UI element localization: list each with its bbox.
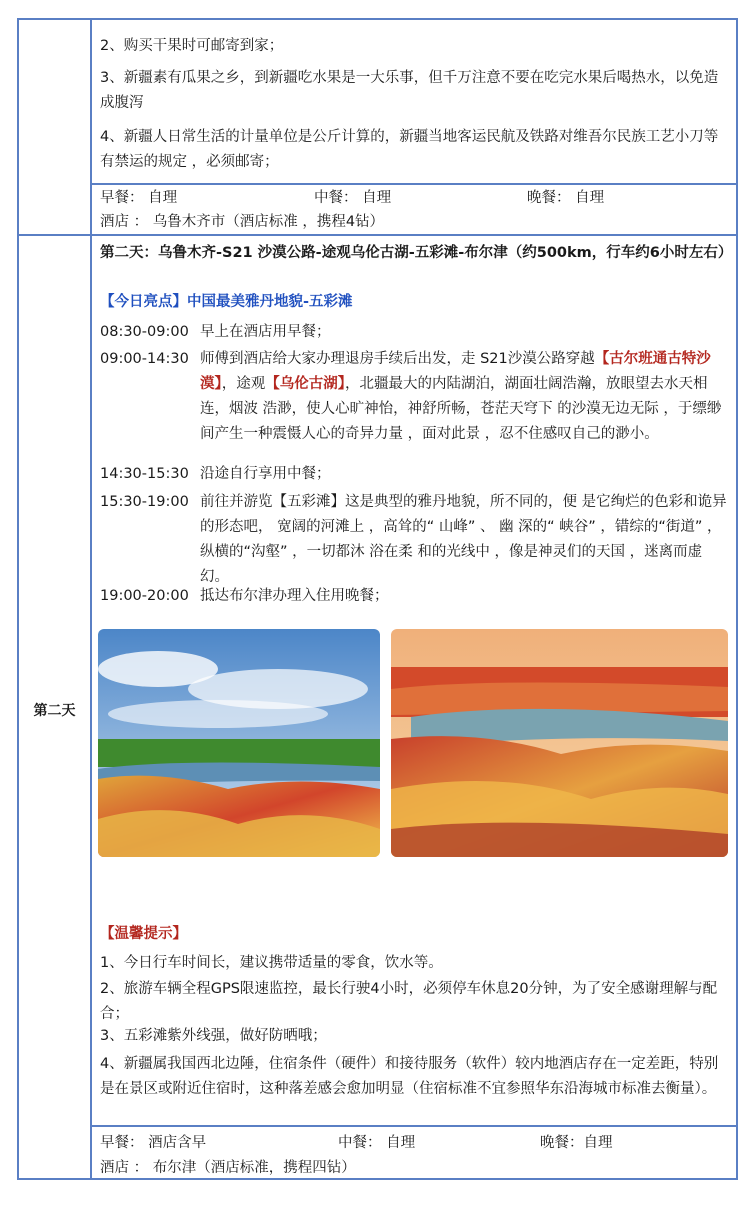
breakfast-info: 早餐： 自理 (100, 190, 178, 206)
lunch-info: 中餐： 自理 (314, 190, 392, 206)
schedule-desc: 抵达布尔津办理入住用晚餐； (200, 588, 389, 604)
day-label: 第二天 (33, 703, 76, 719)
tip-item: 3、新疆素有瓜果之乡，到新疆吃水果是一大乐事，但千万注意不要在吃完水果后喝热水，以免造成腹泻 (100, 70, 719, 111)
tips-title: 【温馨提示】 (100, 926, 187, 942)
meals-divider (90, 183, 738, 185)
highlight-text: 中国最美雅丹地貌-五彩滩 (187, 294, 353, 310)
tip-item: 3、五彩滩紫外线强，做好防晒哦； (100, 1028, 327, 1044)
schedule-time: 15:30-19:00 (100, 494, 189, 510)
dinner-info: 晚餐：自理 (540, 1135, 613, 1151)
schedule-desc: 师傅到酒店给大家办理退房手续后出发，走 S21沙漠公路穿越【古尔班通古特沙漠】，途观【乌伦古湖】，北疆最大的内陆湖泊，湖面壮阔浩瀚，放眼望去水天相连，烟波 浩渺，使人心旷神怡，神舒所畅，苍茫天穹下 的沙漠无边无际 ，于缥缈 间产生一种震慑人心的奇异力量 ，面对此景 ，忍不住感叹自己的渺小。 (200, 351, 722, 442)
day-divider (17, 234, 738, 236)
schedule-desc: 早上在酒店用早餐； (200, 324, 331, 340)
day-title: 第二天：乌鲁木齐-S21 沙漠公路-途观乌伦古湖-五彩滩-布尔津（约500km，行车约6小时左右） (100, 245, 733, 261)
breakfast-info: 早餐： 酒店含早 (100, 1135, 207, 1151)
column-divider (90, 18, 92, 1180)
lunch-info: 中餐： 自理 (338, 1135, 416, 1151)
dinner-info: 晚餐： 自理 (527, 190, 605, 206)
colorful-beach-photo (391, 629, 728, 857)
tip-item: 4、新疆人日常生活的计量单位是公斤计算的，新疆当地客运民航及铁路对维吾尔民族工艺小刀等有禁运的规定 ，必须邮寄； (100, 129, 719, 170)
tip-item: 4、新疆属我国西北边陲，住宿条件（硬件）和接待服务（软件）较内地酒店存在一定差距，特别是在景区或附近住宿时，这种落差感会愈加明显（住宿标准不宜参照华东沿海城市标准去衡量）。 (100, 1056, 719, 1097)
hotel-info: 酒店 ： 布尔津（酒店标准，携程四钻） (100, 1160, 356, 1176)
tip-item: 2、旅游车辆全程GPS限速监控，最长行驶4小时，必须停车休息20分钟，为了安全感谢理解与配合； (100, 981, 718, 1022)
schedule-time: 09:00-14:30 (100, 351, 189, 367)
schedule-time: 08:30-09:00 (100, 324, 189, 340)
lake-name: 【乌伦古湖】 (265, 376, 345, 392)
tip-item: 2、购买干果时可邮寄到家； (100, 38, 284, 54)
desert-name: 【古尔班通古特沙漠】 (200, 351, 711, 392)
schedule-time: 14:30-15:30 (100, 466, 189, 482)
schedule-time: 19:00-20:00 (100, 588, 189, 604)
meals-divider (90, 1125, 738, 1127)
highlight-line (100, 290, 730, 315)
colorful-beach-photo (98, 629, 380, 857)
hotel-info: 酒店 ： 乌鲁木齐市（酒店标准 ，携程4钻） (100, 214, 385, 230)
highlight-tag: 【今日亮点】 (100, 294, 187, 310)
schedule-desc: 前往并游览【五彩滩】这是典型的雅丹地貌，所不同的，便 是它绚烂的色彩和诡异的形态吧， 宽阔的河滩上 ，高耸的“ 山峰” 、 幽 深的“ 峡谷” ，错综的“街道” ，纵横的“沟壑” ，一切都沐 浴在柔 和的光线中 ，像是神灵们的天国 ，迷离而虚幻。 (200, 494, 727, 585)
schedule-desc: 沿途自行享用中餐； (200, 466, 331, 482)
tip-item: 1、今日行车时间长，建议携带适量的零食，饮水等。 (100, 955, 443, 971)
